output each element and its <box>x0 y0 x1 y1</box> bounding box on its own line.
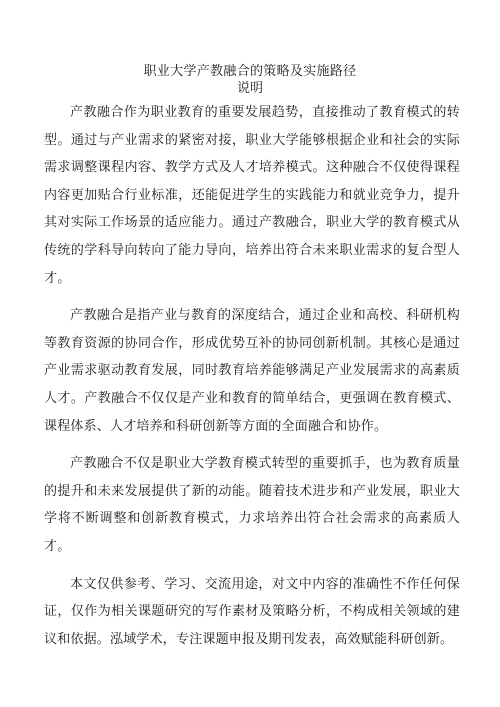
document-title: 职业大学产教融合的策略及实施路径 <box>143 64 357 79</box>
paragraph: 产教融合不仅是职业大学教育模式转型的重要抓手，也为教育质量的提升和未来发展提供了新的动能。随着技术进步和产业发展，职业大学将不断调整和创新教育模式，力求培养出符合社会需求的高素质人才。 <box>44 456 460 554</box>
paragraph: 本文仅供参考、学习、交流用途，对文中内容的准确性不作任何保证，仅作为相关课题研究的写作素材及策略分析，不构成相关领域的建议和依据。泓域学术，专注课题申报及期刊发表，高效赋能科研创新。 <box>44 576 460 647</box>
document-subtitle: 说明 <box>236 81 263 96</box>
paragraph: 产教融合是指产业与教育的深度结合，通过企业和高校、科研机构等教育资源的协同合作，形成优势互补的协同创新机制。其核心是通过产业需求驱动教育发展，同时教育培养能够满足产业发展需求的高素质人才。产教融合不仅仅是产业和教育的简单结合，更强调在教育模式、课程体系、人才培养和科研创新等方面的全面融合和协作。 <box>44 308 460 434</box>
document-body <box>44 99 460 663</box>
paragraph: 产教融合作为职业教育的重要发展趋势，直接推动了教育模式的转型。通过与产业需求的紧密对接，职业大学能够根据企业和社会的实际需求调整课程内容、教学方式及人才培养模式。这种融合不仅使得课程内容更加贴合行业标准，还能促进学生的实践能力和就业竞争力，提升其对实际工作场景的适应能力。通过产教融合，职业大学的教育模式从传统的学科导向转向了能力导向，培养出符合未来职业需求的复合型人才。 <box>44 105 460 286</box>
